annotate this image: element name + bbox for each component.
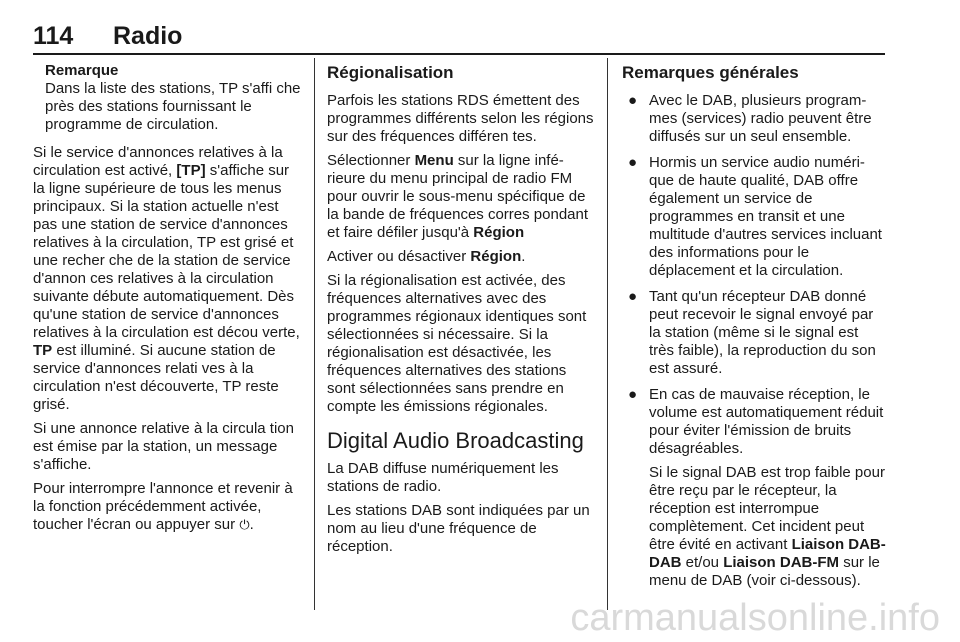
regional-intro: Parfois les stations RDS émettent des programmes différents selon les régions sur des fréquences différen tes. xyxy=(327,92,594,145)
heading-regionalisation: Régionalisation xyxy=(327,63,454,82)
note-text: Dans la liste des stations, TP s'affi che près des stations fournissant le programme de circulation. xyxy=(45,80,301,133)
column-divider-1 xyxy=(314,58,315,610)
text: Sélectionner xyxy=(327,152,415,169)
note-box xyxy=(45,62,303,134)
heading-general-notes: Remarques générales xyxy=(622,63,799,82)
text: Si le service d'annonces relatives à la circulation est activé, xyxy=(33,144,283,179)
list-item xyxy=(622,386,886,590)
page-number: 114 xyxy=(33,22,74,50)
watermark: carmanualsonline.info xyxy=(570,597,940,639)
dab-names: Les stations DAB sont indiquées par un nom au lieu d'une fréquence de réception. xyxy=(327,502,590,555)
regional-select xyxy=(327,152,595,242)
header-rule xyxy=(33,53,885,55)
note-heading: Remarque xyxy=(45,62,119,79)
text: s'affiche sur la ligne supérieure de tous les menus principaux. Si la station actuelle n'est pas une station de service d'annonces relatives à la circulation, TP est grisé et une recher che de la station de service d'annon ces relatives à la circulation suivante débute automatiquement. Dès qu'une station de service d'annonces relatives à la circulation est décou verte, xyxy=(33,162,300,341)
announcement-paragraph: Si une annonce relative à la circula tion est émise par la station, un message s'affiche. xyxy=(33,420,294,473)
bullet-icon: ● xyxy=(628,92,638,109)
list-item xyxy=(622,92,886,146)
tp-paragraph xyxy=(33,144,303,414)
text: et/ou xyxy=(681,554,724,571)
power-icon: ⏻ xyxy=(239,518,250,533)
interrupt-paragraph xyxy=(33,480,303,535)
regional-explain: Si la régionalisation est activée, des fréquences alternatives avec des programmes régionaux identiques sont sélectionnées si nécessaire. Si la régionalisation est désactivée, les fréquences alternatives des stations sont sélectionnées sans prendre en compte les émissions régionales. xyxy=(327,272,587,415)
list-item xyxy=(622,154,886,280)
tp-label: TP xyxy=(33,342,53,359)
text: Avec le DAB, plusieurs program mes (services) radio peuvent être diffusés sur un seul ensemble. xyxy=(649,92,872,145)
column-right xyxy=(622,62,886,598)
general-notes-list xyxy=(622,92,886,590)
column-left xyxy=(33,62,303,541)
dab-fm-link-label: Liaison DAB-FM xyxy=(723,554,840,571)
region-label: Région xyxy=(473,224,525,241)
dab-intro: La DAB diffuse numériquement les stations de radio. xyxy=(327,460,559,495)
page-header xyxy=(33,22,885,52)
text: Hormis un service audio numéri que de haute qualité, DAB offre également un service de programmes en transit et une multitude d'autres services incluant des informations pour le déplacement et la circulation. xyxy=(649,154,882,279)
menu-label: Menu xyxy=(414,152,454,169)
dab-dab-link-label: Liaison DAB-DAB xyxy=(649,536,886,571)
text: Activer ou désactiver xyxy=(327,248,471,265)
list-item xyxy=(622,288,886,378)
text: sur le menu de DAB (voir ci-dessous). xyxy=(649,554,880,589)
text: Pour interrompre l'annonce et revenir à la fonction précédemment activée, toucher l'écran ou appuyer sur xyxy=(33,480,293,533)
regional-toggle xyxy=(327,248,595,266)
text: Si le signal DAB est trop faible pour être reçu par le récepteur, la réception est interrompue complètement. Cet incident peut être évité en activant xyxy=(649,464,885,553)
bullet-icon: ● xyxy=(628,154,638,171)
bullet-icon: ● xyxy=(628,288,638,305)
region-label: Région xyxy=(470,248,522,265)
text: . xyxy=(521,248,526,265)
bullet-icon: ● xyxy=(628,386,638,403)
page-title: Radio xyxy=(113,22,183,50)
dab-link-paragraph xyxy=(649,464,886,590)
text: . xyxy=(249,516,254,533)
heading-dab: Digital Audio Broadcasting xyxy=(327,428,584,453)
text: Tant qu'un récepteur DAB donné peut recevoir le signal envoyé par la station (même si le signal est très faible), la reproduction du son est assuré. xyxy=(649,288,876,377)
column-middle xyxy=(327,62,595,562)
tp-bracket-label: [TP] xyxy=(176,162,206,179)
text: En cas de mauvaise réception, le volume est automatiquement réduit pour éviter l'émission de bruits désagréables. xyxy=(649,386,884,457)
column-divider-2 xyxy=(607,58,608,610)
text: sur la ligne infé rieure du menu principal de radio FM pour ouvrir le sous-menu spécifique de la bande de fréquences corres pondant et faire défiler jusqu'à xyxy=(327,152,589,241)
text: est illuminé. Si aucune station de service d'annonces relati ves à la circulation n'est découverte, TP reste grisé. xyxy=(33,342,279,413)
